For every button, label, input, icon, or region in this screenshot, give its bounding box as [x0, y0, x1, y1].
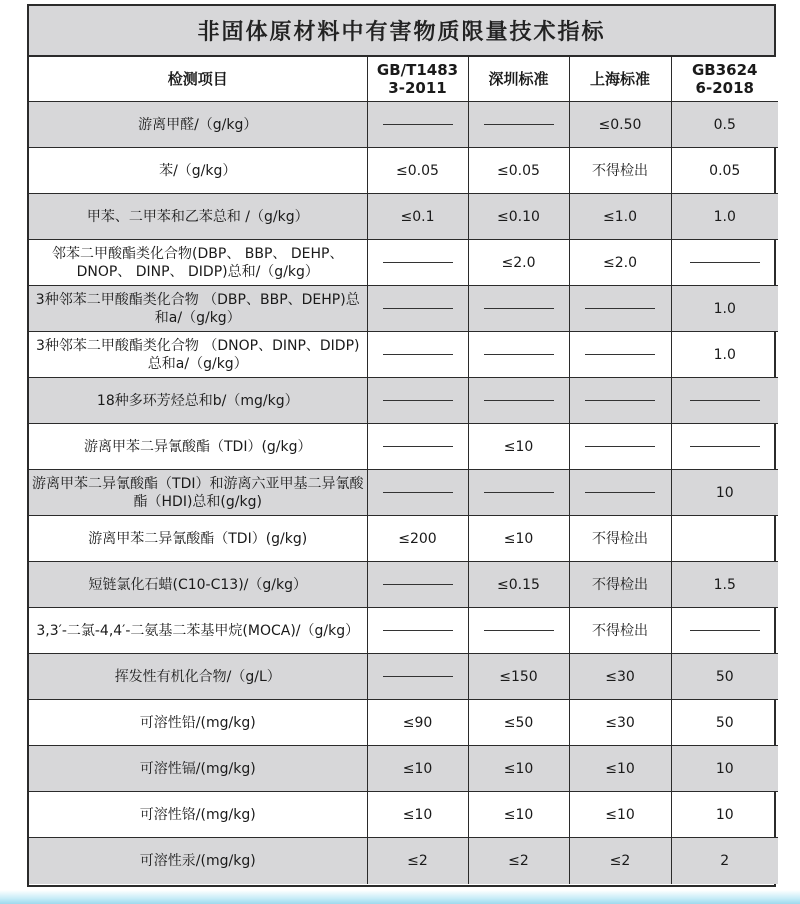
- limit-value-cell: ≤50: [468, 700, 569, 746]
- limit-value-cell: [367, 240, 468, 286]
- limit-value-cell: [367, 470, 468, 516]
- limit-value-cell: ≤0.05: [367, 148, 468, 194]
- limit-value-cell: ≤0.10: [468, 194, 569, 240]
- limit-value-cell: [671, 424, 778, 470]
- item-name-cell: 18种多环芳烃总和b/（mg/kg）: [29, 378, 367, 424]
- item-name-cell: 游离甲苯二异氰酸酯（TDI）和游离六亚甲基二异氰酸酯（HDI)总和(g/kg): [29, 470, 367, 516]
- table-body: [29, 102, 778, 884]
- not-applicable-dash: [690, 446, 760, 447]
- limit-value-cell: ≤2: [569, 838, 671, 884]
- item-name-cell: 游离甲醛/（g/kg）: [29, 102, 367, 148]
- limit-value-cell: [367, 102, 468, 148]
- header-row: [29, 57, 778, 102]
- col-header-line: 6-2018: [695, 79, 754, 97]
- limit-value-cell: ≤150: [468, 654, 569, 700]
- limit-value-cell: ≤2.0: [468, 240, 569, 286]
- limit-value-cell: [468, 608, 569, 654]
- table-row: [29, 286, 778, 332]
- not-applicable-dash: [484, 124, 554, 125]
- table-row: [29, 562, 778, 608]
- item-name-cell: 甲苯、二甲苯和乙苯总和 /（g/kg）: [29, 194, 367, 240]
- col-header-line: GB/T1483: [376, 61, 459, 79]
- item-name-cell: 苯/（g/kg）: [29, 148, 367, 194]
- limit-value-cell: [367, 608, 468, 654]
- col-header-gb36246: [671, 57, 778, 102]
- limit-value-cell: ≤10: [367, 746, 468, 792]
- limit-value-cell: 不得检出: [569, 608, 671, 654]
- item-name-cell: 3种邻苯二甲酸酯类化合物 （DNOP、DINP、DIDP)总和a/（g/kg）: [29, 332, 367, 378]
- not-applicable-dash: [585, 400, 655, 401]
- not-applicable-dash: [484, 354, 554, 355]
- limit-value-cell: [468, 470, 569, 516]
- table-row: [29, 470, 778, 516]
- col-header-line: 3-2011: [388, 79, 447, 97]
- limit-value-cell: 2: [671, 838, 778, 884]
- limit-value-cell: 1.0: [671, 286, 778, 332]
- not-applicable-dash: [484, 400, 554, 401]
- limit-value-cell: ≤0.50: [569, 102, 671, 148]
- limit-value-cell: [671, 240, 778, 286]
- limit-value-cell: ≤10: [468, 792, 569, 838]
- not-applicable-dash: [383, 630, 453, 631]
- item-name-cell: 游离甲苯二异氰酸酯（TDI）(g/kg): [29, 516, 367, 562]
- table-row: [29, 746, 778, 792]
- item-name-cell: 可溶性汞/(mg/kg): [29, 838, 367, 884]
- not-applicable-dash: [383, 676, 453, 677]
- not-applicable-dash: [383, 262, 453, 263]
- limit-value-cell: [671, 608, 778, 654]
- limit-value-cell: ≤0.15: [468, 562, 569, 608]
- table-row: [29, 332, 778, 378]
- not-applicable-dash: [383, 124, 453, 125]
- limit-value-cell: 1.5: [671, 562, 778, 608]
- not-applicable-dash: [484, 492, 554, 493]
- col-header-line: GB3624: [692, 61, 758, 79]
- col-header-gbt14833: [367, 57, 468, 102]
- not-applicable-dash: [484, 630, 554, 631]
- limit-value-cell: [468, 332, 569, 378]
- limit-value-cell: [569, 424, 671, 470]
- limit-value-cell: [468, 286, 569, 332]
- limit-value-cell: 1.0: [671, 194, 778, 240]
- table-row: [29, 516, 778, 562]
- table-row: [29, 654, 778, 700]
- limit-value-cell: ≤10: [468, 746, 569, 792]
- not-applicable-dash: [690, 262, 760, 263]
- not-applicable-dash: [585, 492, 655, 493]
- limit-value-cell: [367, 562, 468, 608]
- limit-value-cell: 不得检出: [569, 562, 671, 608]
- limit-value-cell: ≤2: [367, 838, 468, 884]
- not-applicable-dash: [585, 308, 655, 309]
- not-applicable-dash: [585, 354, 655, 355]
- col-header-shenzhen: 深圳标准: [468, 57, 569, 102]
- limit-value-cell: 0.5: [671, 102, 778, 148]
- limit-value-cell: [367, 332, 468, 378]
- item-name-cell: 游离甲苯二异氰酸酯（TDI）(g/kg）: [29, 424, 367, 470]
- limit-value-cell: 10: [671, 470, 778, 516]
- not-applicable-dash: [383, 584, 453, 585]
- table-row: [29, 838, 778, 884]
- limit-value-cell: ≤2: [468, 838, 569, 884]
- item-name-cell: 挥发性有机化合物/（g/L）: [29, 654, 367, 700]
- limit-value-cell: ≤10: [468, 424, 569, 470]
- limits-table: [29, 57, 778, 884]
- limit-value-cell: [671, 378, 778, 424]
- limit-value-cell: [569, 332, 671, 378]
- table-row: [29, 148, 778, 194]
- limit-value-cell: 不得检出: [569, 148, 671, 194]
- limit-value-cell: ≤10: [367, 792, 468, 838]
- col-header-item: 检测项目: [29, 57, 367, 102]
- table-row: [29, 700, 778, 746]
- limit-value-cell: [468, 102, 569, 148]
- footer-wave-decoration: [0, 890, 800, 904]
- item-name-cell: 3种邻苯二甲酸酯类化合物 （DBP、BBP、DEHP)总和a/（g/kg）: [29, 286, 367, 332]
- limit-value-cell: 0.05: [671, 148, 778, 194]
- limit-value-cell: ≤30: [569, 654, 671, 700]
- limit-value-cell: [569, 378, 671, 424]
- limit-value-cell: ≤0.05: [468, 148, 569, 194]
- item-name-cell: 可溶性镉/(mg/kg): [29, 746, 367, 792]
- table-row: [29, 378, 778, 424]
- limit-value-cell: ≤10: [569, 792, 671, 838]
- limit-value-cell: ≤10: [468, 516, 569, 562]
- limit-value-cell: 1.0: [671, 332, 778, 378]
- limit-value-cell: ≤1.0: [569, 194, 671, 240]
- not-applicable-dash: [383, 446, 453, 447]
- limit-value-cell: 不得检出: [569, 516, 671, 562]
- limit-value-cell: ≤2.0: [569, 240, 671, 286]
- table-row: [29, 608, 778, 654]
- limit-value-cell: 10: [671, 746, 778, 792]
- table-row: [29, 102, 778, 148]
- limit-value-cell: 50: [671, 654, 778, 700]
- not-applicable-dash: [383, 308, 453, 309]
- limit-value-cell: 10: [671, 792, 778, 838]
- limit-value-cell: ≤0.1: [367, 194, 468, 240]
- limit-value-cell: [367, 654, 468, 700]
- limit-value-cell: ≤10: [569, 746, 671, 792]
- standards-table-sheet: [27, 4, 776, 887]
- limit-value-cell: [367, 424, 468, 470]
- limit-value-cell: ≤90: [367, 700, 468, 746]
- limit-value-cell: [569, 286, 671, 332]
- table-row: [29, 240, 778, 286]
- limit-value-cell: [569, 470, 671, 516]
- not-applicable-dash: [690, 630, 760, 631]
- item-name-cell: 短链氯化石蜡(C10-C13)/（g/kg）: [29, 562, 367, 608]
- limit-value-cell: [468, 378, 569, 424]
- not-applicable-dash: [383, 400, 453, 401]
- limit-value-cell: ≤200: [367, 516, 468, 562]
- table-row: [29, 792, 778, 838]
- limit-value-cell: [367, 286, 468, 332]
- table-title: 非固体原材料中有害物质限量技术指标: [29, 6, 774, 57]
- limit-value-cell: [671, 516, 778, 562]
- item-name-cell: 邻苯二甲酸酯类化合物(DBP、 BBP、 DEHP、 DNOP、 DINP、 DIDP)总和/（g/kg）: [29, 240, 367, 286]
- limit-value-cell: [367, 378, 468, 424]
- not-applicable-dash: [484, 308, 554, 309]
- not-applicable-dash: [585, 446, 655, 447]
- table-row: [29, 424, 778, 470]
- not-applicable-dash: [690, 400, 760, 401]
- col-header-shanghai: 上海标准: [569, 57, 671, 102]
- limit-value-cell: ≤30: [569, 700, 671, 746]
- not-applicable-dash: [383, 354, 453, 355]
- not-applicable-dash: [383, 492, 453, 493]
- limit-value-cell: 50: [671, 700, 778, 746]
- item-name-cell: 3,3′-二氯-4,4′-二氨基二苯基甲烷(MOCA)/（g/kg）: [29, 608, 367, 654]
- item-name-cell: 可溶性铅/(mg/kg): [29, 700, 367, 746]
- table-row: [29, 194, 778, 240]
- item-name-cell: 可溶性铬/(mg/kg): [29, 792, 367, 838]
